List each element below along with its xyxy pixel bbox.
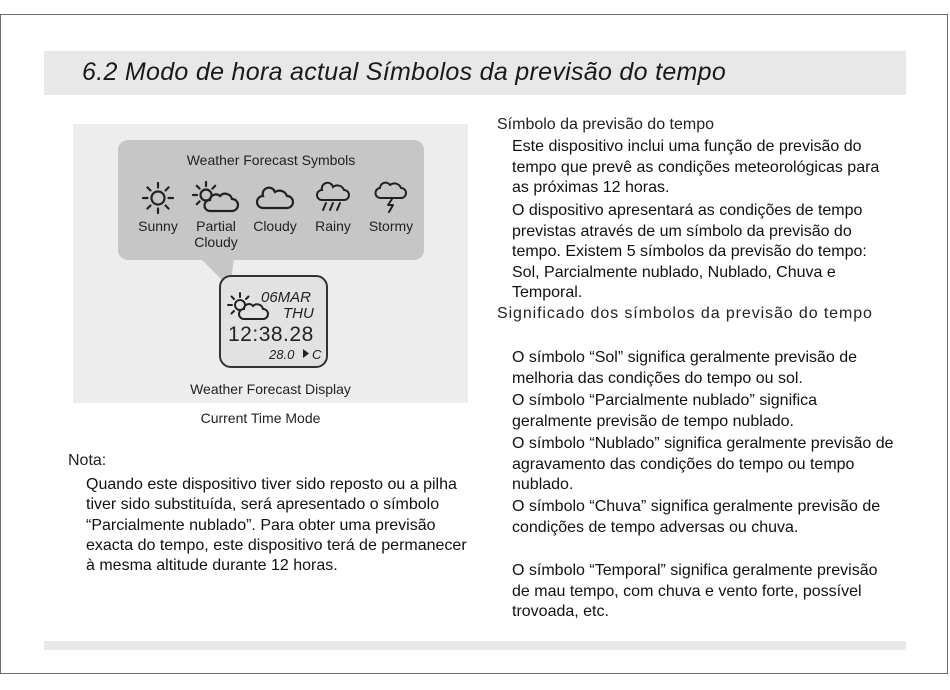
sun-icon [140,180,176,216]
paragraph-partial-cloudy: O símbolo “Parcialmente nublado” significa geralmente previsão de tempo nublado. [512,392,818,430]
page-title: 6.2 Modo de hora actual Símbolos da previsão do tempo [82,58,727,86]
triangle-pointer-icon [302,349,310,358]
symbol-label: Cloudy [253,218,297,234]
display-time: 12:38.28 [228,323,314,346]
cloud-icon [255,180,295,216]
note-heading: Nota: [68,452,107,469]
display-unit: C [312,347,322,362]
forecast-symbols-bubble [118,140,424,260]
storm-icon [371,180,411,216]
paragraph-sun: O símbolo “Sol” significa geralmente previsão de melhoria das condições do tempo ou sol. [512,349,858,387]
rain-icon [313,180,353,216]
symbol-label: Rainy [315,218,351,234]
partial-cloudy-icon [191,180,241,216]
title-bar [44,51,906,95]
paragraph-display: O dispositivo apresentará as condições de tempo previstas através de um símbolo da previsão do tempo. Existem 5 símbolos da previsão do tempo: Sol, Parcialmente nublado, Nublado, Chuva e Temporal. [512,202,867,301]
forecast-display [219,275,328,368]
section-heading-meaning: Significado dos símbolos da previsão do tempo [497,305,873,322]
display-day: THU [283,305,314,322]
symbol-label: Partial Cloudy [194,218,238,250]
paragraph-intro: Este dispositivo inclui uma função de previsão do tempo que prevê as condições meteorológicas para as próximas 12 horas. [512,138,880,196]
section-heading-symbol: Símbolo da previsão do tempo [497,116,715,133]
symbol-label: Sunny [138,218,178,234]
bottom-bar [44,641,906,650]
symbol-label: Stormy [368,218,414,234]
bubble-title: Weather Forecast Symbols [186,152,356,168]
paragraph-rain: O símbolo “Chuva” significa geralmente previsão de condições de tempo adversas ou chuva. [512,498,881,536]
mode-caption: Current Time Mode [200,410,321,426]
display-temperature: 28.0 [269,347,295,362]
paragraph-storm: O símbolo “Temporal” significa geralmente previsão de mau tempo, com chuva e vento forte, possível trovoada, etc. [512,562,878,620]
symbol-stormy [356,180,426,234]
note-body: Quando este dispositivo tiver sido reposto ou a pilha tiver sido substituída, será apresentado o símbolo “Parcialmente nublado”. Para obter uma previsão exacta do tempo, este dispositivo terá de permanecer à mesma altitude durante 12 horas. [86,476,467,575]
display-caption: Weather Forecast Display [190,381,351,397]
paragraph-cloudy: O símbolo “Nublado” significa geralmente previsão de agravamento das condições do tempo ou tempo nublado. [512,435,894,493]
display-date: 06MAR [261,289,312,306]
